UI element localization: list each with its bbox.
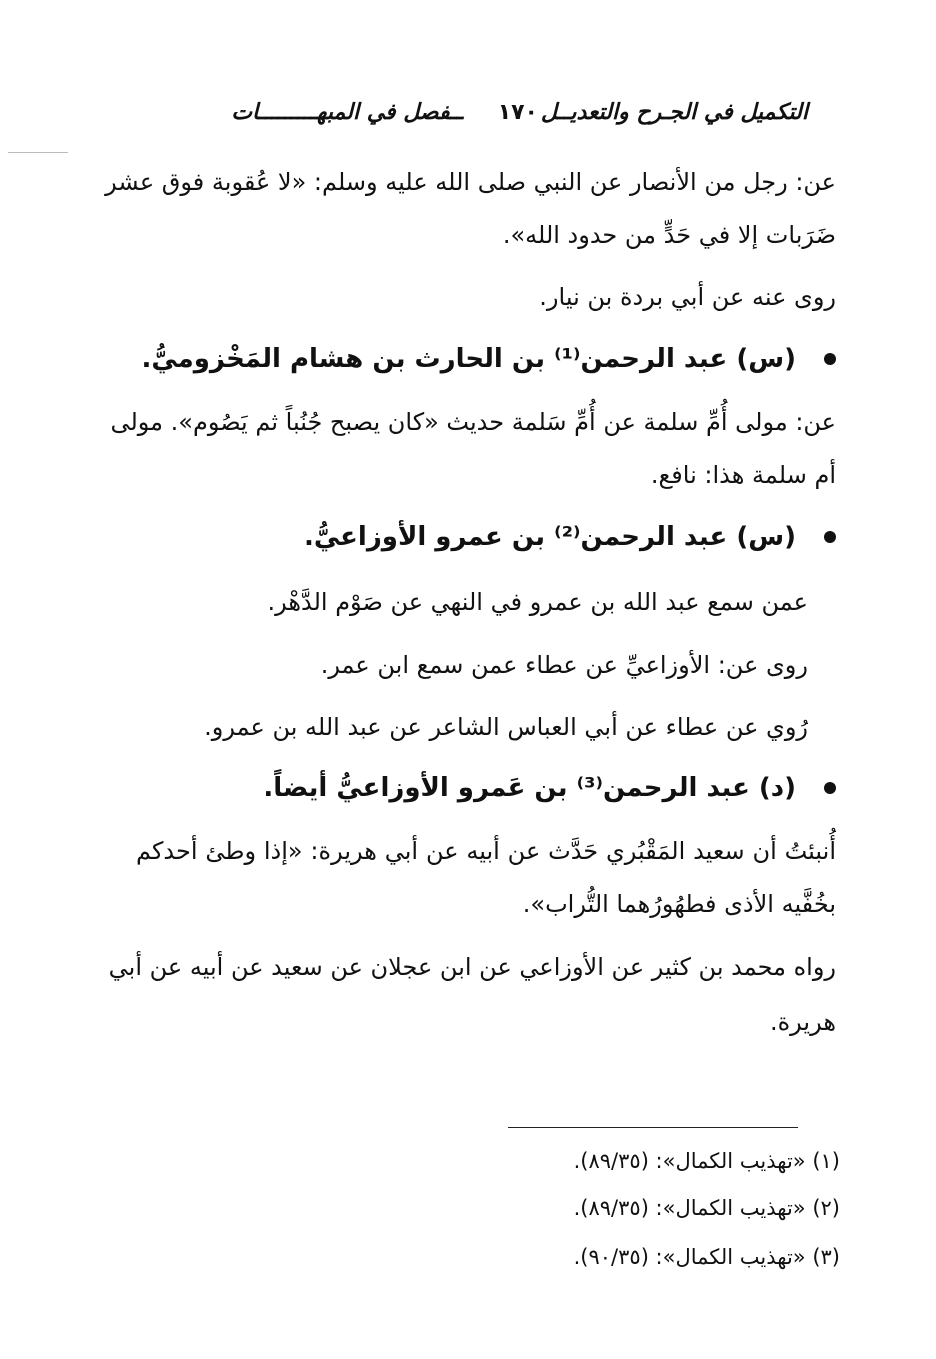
footnote-3: (٣) «تهذيب الكمال»: (٩٠/٣٥). [573,1245,840,1269]
entry3-line4: هريرة. [769,1008,836,1036]
entry0-line1: عن: رجل من الأنصار عن النبي صلى الله عليه وسلم: «لا عُقوبة فوق عشر [105,168,836,196]
entry1-heading: (س) عبد الرحمن⁽¹⁾ بن الحارث بن هشام المَخْزوميُّ. [141,344,796,374]
entry2-line3: رُوي عن عطاء عن أبي العباس الشاعر عن عبد الله بن عمرو. [204,713,808,741]
entry1-line2: أم سلمة هذا: نافع. [650,461,836,489]
footnote-divider [508,1127,798,1128]
scan-margin-mark [8,152,68,153]
entry2-line2: روى عن: الأوزاعيِّ عن عطاء عمن سمع ابن عمر. [320,651,808,679]
entry2-line1: عمن سمع عبد الله بن عمرو في النهي عن صَوْم الدَّهْر. [267,588,808,616]
footnote-1: (١) «تهذيب الكمال»: (٨٩/٣٥). [573,1149,840,1173]
footnote-2: (٢) «تهذيب الكمال»: (٨٩/٣٥). [573,1196,840,1220]
bullet-icon [824,782,836,794]
entry3-heading: (د) عبد الرحمن⁽³⁾ بن عَمرو الأوزاعيُّ أيضاً. [263,773,796,803]
entry1-line1: عن: مولى أُمِّ سلمة عن أُمِّ سَلمة حديث «كان يصبح جُنُباً ثم يَصُوم». مولى [110,408,836,436]
entry2-heading: (س) عبد الرحمن⁽²⁾ بن عمرو الأوزاعيُّ. [303,522,796,552]
entry3-line2: بخُفَّيه الأذى فطهُورُهما التُّراب». [522,890,836,918]
entry0-line3: روى عنه عن أبي بردة بن نيار. [539,283,836,311]
section-title: ــفصل في المبهـــــــــات [231,100,463,125]
entry0-line2: ضَرَبات إلا في حَدٍّ من حدود الله». [502,221,836,249]
book-title: التكميل في الجـرح والتعديــل [540,100,808,125]
page-number: ١٧٠ [497,100,538,125]
bullet-icon [824,531,836,543]
running-header [218,100,808,134]
entry3-line3: رواه محمد بن كثير عن الأوزاعي عن ابن عجلان عن سعيد عن أبيه عن أبي [108,953,836,981]
bullet-icon [824,353,836,365]
entry3-line1: أُنبئتُ أن سعيد المَقْبُري حَدَّث عن أبيه عن أبي هريرة: «إذا وطئ أحدكم [136,837,836,865]
